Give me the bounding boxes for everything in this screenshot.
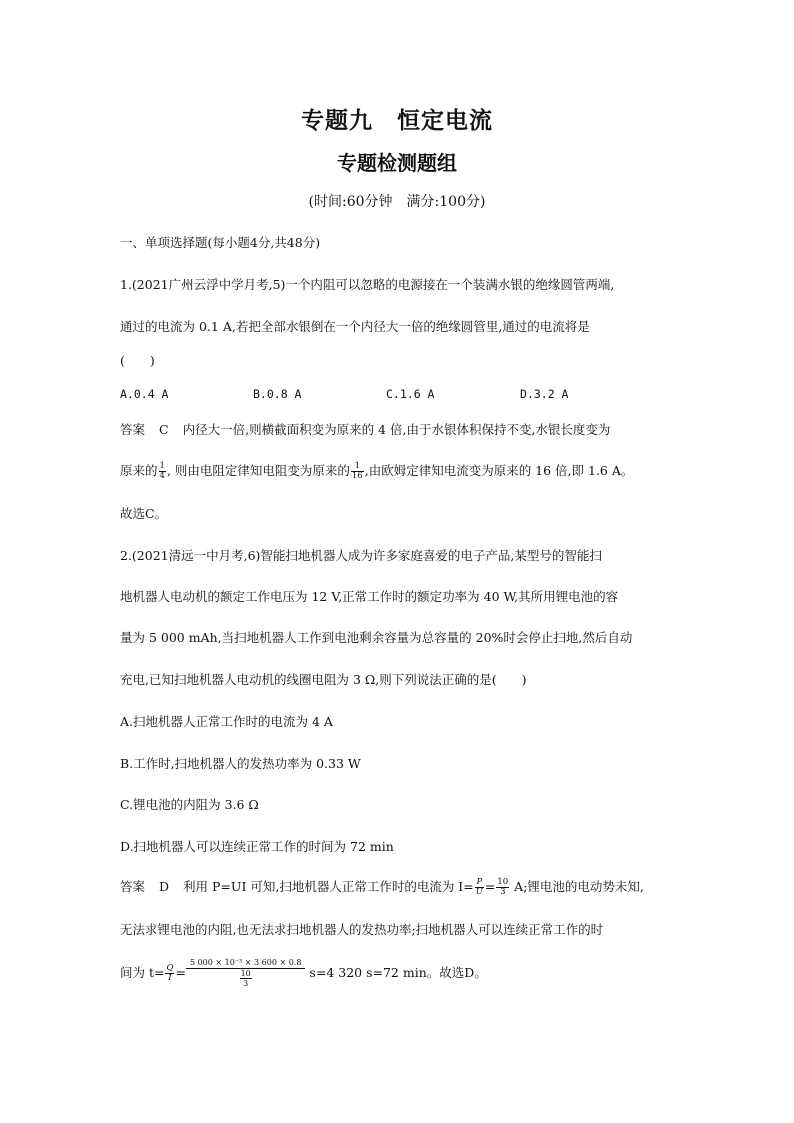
nested-frac-num: 10	[240, 969, 251, 978]
nested-frac-den: 3	[243, 979, 249, 988]
q2-fraction-10-3	[496, 878, 509, 897]
q2-fraction-q-i	[165, 964, 174, 983]
page-subtitle: 专题检测题组	[337, 151, 457, 175]
time-info: (时间:60分钟 满分:100分)	[308, 194, 486, 210]
big-frac-num: 5 000 × 10⁻³ × 3 600 × 0.8	[186, 958, 306, 969]
q2-answer-text-a: 利用 P=UI 可知,扫地机器人正常工作时的电流为 I=	[183, 879, 474, 894]
q1-fraction-1-4	[159, 462, 166, 481]
q1-answer-text-a: 原来的	[120, 463, 158, 478]
q1-answer-text-b: , 则由电阻定律知电阻变为原来的	[166, 463, 350, 478]
q2-answer-letter: D	[159, 879, 170, 894]
page-title: 专题九 恒定电流	[301, 107, 493, 134]
frac-num: 10	[497, 877, 509, 887]
q2-answer-line3	[120, 958, 680, 989]
q2-answer-text-b: A;锂电池的电动势未知,	[510, 879, 644, 894]
q2-answer-text-c: 间为 t=	[120, 965, 165, 980]
q2-option-d: D.扫地机器人可以连续正常工作的时间为 72 min	[120, 839, 394, 854]
q2-option-b: B.工作时,扫地机器人的发热功率为 0.33 W	[120, 756, 361, 771]
q1-option-d: D.3.2 A	[520, 387, 569, 401]
q1-answer-letter: C	[159, 422, 169, 437]
q1-answer-line3: 故选C。	[120, 506, 168, 521]
frac-den: I	[168, 973, 172, 983]
q2-big-fraction	[186, 958, 306, 989]
q2-option-a: A.扫地机器人正常工作时的电流为 4 A	[120, 714, 333, 729]
q1-answer-text: 内径大一倍,则横截面积变为原来的 4 倍,由于水银体积保持不变,水银长度变为	[182, 422, 611, 437]
q1-option-c: C.1.6 A	[386, 387, 435, 401]
q2-option-c: C.锂电池的内阻为 3.6 Ω	[120, 797, 259, 812]
q1-option-b: B.0.8 A	[253, 387, 302, 401]
big-frac-den	[186, 969, 306, 989]
q1-stem-line2: 通过的电流为 0.1 A,若把全部水银倒在一个内径大一倍的绝缘圆管里,通过的电流将是	[120, 319, 590, 334]
section-heading: 一、单项选择题(每小题4分,共48分)	[120, 235, 321, 250]
q2-answer-text-d: s=4 320 s=72 min。故选D。	[305, 965, 487, 980]
q2-stem-line1: 2.(2021清远一中月考,6)智能扫地机器人成为许多家庭喜爱的电子产品,某型号的智能扫	[120, 548, 602, 563]
q1-answer-text-c: ,由欧姆定律知电流变为原来的 16 倍,即 1.6 A。	[364, 463, 634, 478]
frac-den: U	[475, 887, 483, 897]
q2-fraction-p-u	[475, 878, 484, 897]
q1-answer-line1	[120, 421, 680, 439]
q2-answer-line1	[120, 878, 680, 897]
q2-stem-line2: 地机器人电动机的额定工作电压为 12 V,正常工作时的额定功率为 40 W,其所用锂电池的容	[120, 589, 619, 604]
frac-num: P	[476, 877, 483, 887]
frac-num: 1	[351, 462, 364, 472]
q2-stem-line4: 充电,已知扫地机器人电动机的线圈电阻为 3 Ω,则下列说法正确的是( )	[120, 672, 527, 687]
q1-paren: ( )	[120, 353, 155, 368]
frac-den: 16	[351, 471, 363, 481]
q2-answer-label: 答案	[120, 879, 146, 894]
equals-sign: =	[484, 879, 496, 894]
q2-answer-line2: 无法求锂电池的内阻,也无法求扫地机器人的发热功率;扫地机器人可以连续正常工作的时	[120, 922, 604, 937]
q1-fraction-1-16	[351, 462, 364, 481]
frac-num: Q	[166, 963, 174, 973]
equals-sign: =	[175, 965, 186, 980]
frac-den: 4	[159, 471, 165, 481]
q1-answer-line2	[120, 462, 680, 481]
q1-answer-label: 答案	[120, 422, 146, 437]
nested-fraction	[240, 969, 252, 988]
q2-stem-line3: 量为 5 000 mAh,当扫地机器人工作到电池剩余容量为总容量的 20%时会停止扫地,然后自动	[120, 630, 633, 645]
q1-option-a: A.0.4 A	[120, 387, 169, 401]
frac-num: 1	[159, 461, 165, 471]
q1-stem-line1: 1.(2021广州云浮中学月考,5)一个内阻可以忽略的电源接在一个装满水银的绝缘圆管两端,	[120, 277, 615, 292]
frac-den: 3	[500, 887, 506, 897]
